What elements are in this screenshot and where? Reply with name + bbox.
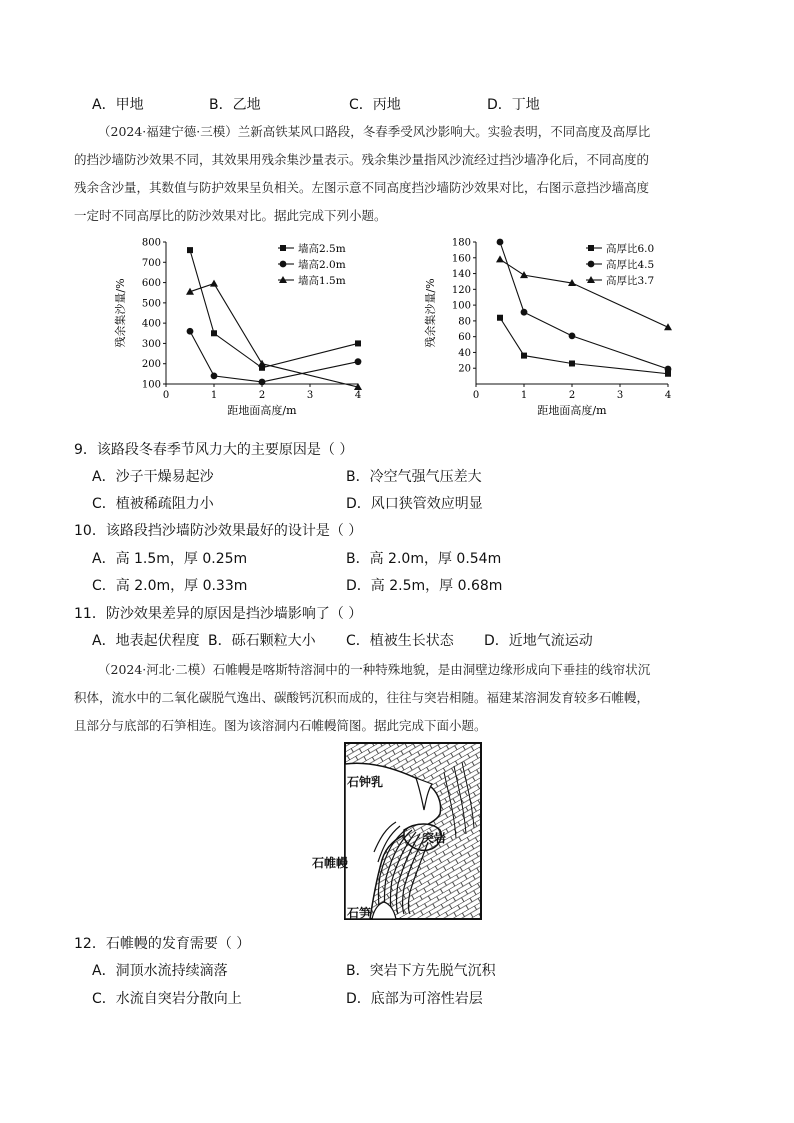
- q10-option-a: A．高 1.5m，厚 0.25m: [92, 551, 248, 567]
- passage-1-line: 一定时不同高厚比的防沙效果对比。据此完成下列小题。: [74, 208, 387, 223]
- q10-option-c: C．高 2.0m，厚 0.33m: [92, 578, 248, 594]
- legend-marker: [588, 245, 594, 251]
- figure-label-protruding-rock: 突岩: [422, 831, 447, 845]
- q11-option-c: C．植被生长状态: [346, 633, 454, 649]
- x-axis-label: 距地面高度/m: [227, 404, 297, 417]
- q11-stem: 11．防沙效果差异的原因是挡沙墙影响了（ ）: [74, 606, 363, 622]
- q9-option-c: C．植被稀疏阻力小: [92, 496, 214, 512]
- passage-2-line: 且部分与底部的石笋相连。图为该溶洞内石帷幔简图。据此完成下面小题。: [74, 718, 487, 733]
- data-point: [355, 340, 361, 346]
- q8-option-a: A．甲地: [92, 97, 144, 113]
- q11-option-a: A．地表起伏程度: [92, 633, 200, 649]
- passage-2-line: 积体，流水中的二氧化碳脱气逸出、碳酸钙沉积而成的，往往与突岩相随。福建某溶洞发育较多石帷幔，: [74, 690, 650, 705]
- legend-item: [586, 242, 654, 255]
- y-axis-label: 残余集沙量/%: [114, 278, 127, 348]
- x-tick-label: 1: [210, 390, 218, 401]
- data-point: [665, 366, 672, 373]
- q11-option-d: D．近地气流运动: [484, 633, 593, 649]
- y-axis-label: 残余集沙量/%: [424, 278, 437, 348]
- data-point: [664, 323, 672, 330]
- data-point: [355, 358, 362, 365]
- y-tick-label: 100: [141, 379, 161, 391]
- series-2: [187, 328, 362, 386]
- data-point: [497, 315, 503, 321]
- q9-stem: 9．该路段冬春季节风力大的主要原因是（ ）: [74, 442, 354, 458]
- data-point: [211, 372, 218, 379]
- x-tick-label: 4: [664, 390, 672, 401]
- passage-1-line: （2024·福建宁德·三模）兰新高铁某风口路段，冬春季受风沙影响大。实验表明，不同高度及高厚比: [98, 124, 651, 139]
- data-point: [521, 309, 528, 316]
- y-tick-label: 160: [451, 253, 471, 265]
- q9-option-d: D．风口狭管效应明显: [346, 496, 483, 512]
- q11-option-b: B．砾石颗粒大小: [208, 633, 316, 649]
- y-tick-label: 100: [451, 300, 471, 312]
- figure-label-stone-curtain: 石帷幔: [312, 856, 349, 870]
- passage-2: [74, 656, 724, 740]
- x-tick-label: 2: [258, 390, 266, 401]
- y-tick-label: 800: [141, 237, 161, 249]
- x-tick-label: 2: [568, 390, 576, 401]
- passage-1: [74, 118, 724, 230]
- q8-option-c: C．丙地: [349, 97, 401, 113]
- q12-option-c: C．水流自突岩分散向上: [92, 991, 242, 1007]
- y-tick-label: 500: [141, 298, 161, 310]
- y-tick-label: 600: [141, 278, 161, 290]
- y-tick-label: 120: [451, 284, 471, 296]
- q8-option-b: B．乙地: [209, 97, 261, 113]
- data-point: [211, 330, 217, 336]
- y-tick-label: 60: [458, 332, 471, 344]
- legend-marker: [588, 261, 595, 268]
- q9-option-a: A．沙子干燥易起沙: [92, 469, 214, 485]
- data-point: [259, 379, 266, 386]
- y-tick-label: 180: [451, 237, 471, 249]
- series-1: [497, 315, 671, 377]
- chart-wall-height: [110, 232, 370, 422]
- data-point: [210, 280, 218, 287]
- x-axis-label: 距地面高度/m: [537, 404, 607, 417]
- passage-2-line: （2024·河北·二模）石帷幔是喀斯特溶洞中的一种特殊地貌，是由洞壁边缘形成向下垂挂的线帘状沉: [98, 662, 651, 677]
- y-tick-label: 40: [458, 347, 471, 359]
- q8-option-d: D．丁地: [487, 97, 540, 113]
- cave-figure: [344, 742, 482, 920]
- legend-marker: [280, 245, 286, 251]
- passage-1-line: 残余含沙量，其数值与防护效果呈负相关。左图示意不同高度挡沙墙防沙效果对比，右图示意挡沙墙高度: [74, 180, 650, 195]
- figure-label-stalagmite: 石笋: [347, 906, 372, 920]
- q12-option-b: B．突岩下方先脱气沉积: [346, 963, 496, 979]
- y-tick-label: 200: [141, 359, 161, 371]
- data-point: [521, 353, 527, 359]
- y-tick-label: 80: [458, 316, 471, 328]
- data-point: [520, 271, 528, 278]
- q10-option-b: B．高 2.0m，厚 0.54m: [346, 551, 502, 567]
- data-point: [496, 255, 504, 262]
- q12-stem: 12．石帷幔的发育需要（ ）: [74, 936, 251, 952]
- x-tick-label: 0: [472, 390, 480, 401]
- q10-stem: 10．该路段挡沙墙防沙效果最好的设计是（ ）: [74, 523, 363, 539]
- legend-item: [278, 242, 346, 255]
- legend-item: [586, 274, 654, 287]
- legend-label: 高厚比4.5: [606, 259, 655, 271]
- y-tick-label: 140: [451, 269, 471, 281]
- series-line: [500, 318, 668, 374]
- data-point: [258, 360, 266, 367]
- chart-height-thickness-ratio: [420, 232, 680, 422]
- y-tick-label: 20: [458, 363, 471, 375]
- y-tick-label: 300: [141, 338, 161, 350]
- y-tick-label: 400: [141, 318, 161, 330]
- data-point: [187, 247, 193, 253]
- legend-label: 高厚比6.0: [606, 243, 655, 255]
- legend-item: [586, 258, 654, 271]
- legend-item: [278, 274, 346, 287]
- q12-option-d: D．底部为可溶性岩层: [346, 991, 483, 1007]
- data-point: [569, 332, 576, 339]
- passage-1-line: 的挡沙墙防沙效果不同，其效果用残余集沙量表示。残余集沙量指风沙流经过挡沙墙净化后，不同高度的: [74, 152, 650, 167]
- x-tick-label: 4: [354, 390, 362, 401]
- q10-option-d: D．高 2.5m，厚 0.68m: [346, 578, 503, 594]
- q12-option-a: A．洞顶水流持续滴落: [92, 963, 228, 979]
- legend-label: 墙高1.5m: [298, 275, 346, 287]
- x-tick-label: 3: [616, 390, 624, 401]
- data-point: [569, 360, 575, 366]
- legend-label: 高厚比3.7: [606, 275, 655, 287]
- x-tick-label: 3: [306, 390, 314, 401]
- legend-label: 墙高2.0m: [298, 259, 346, 271]
- legend-item: [278, 258, 346, 271]
- legend-marker: [280, 261, 287, 268]
- y-tick-label: 700: [141, 257, 161, 269]
- x-tick-label: 0: [162, 390, 170, 401]
- figure-label-stalactite: 石钟乳: [347, 775, 384, 789]
- x-tick-label: 1: [520, 390, 528, 401]
- data-point: [497, 239, 504, 246]
- q9-option-b: B．冷空气强气压差大: [346, 469, 482, 485]
- data-point: [187, 328, 194, 335]
- legend-label: 墙高2.5m: [298, 243, 346, 255]
